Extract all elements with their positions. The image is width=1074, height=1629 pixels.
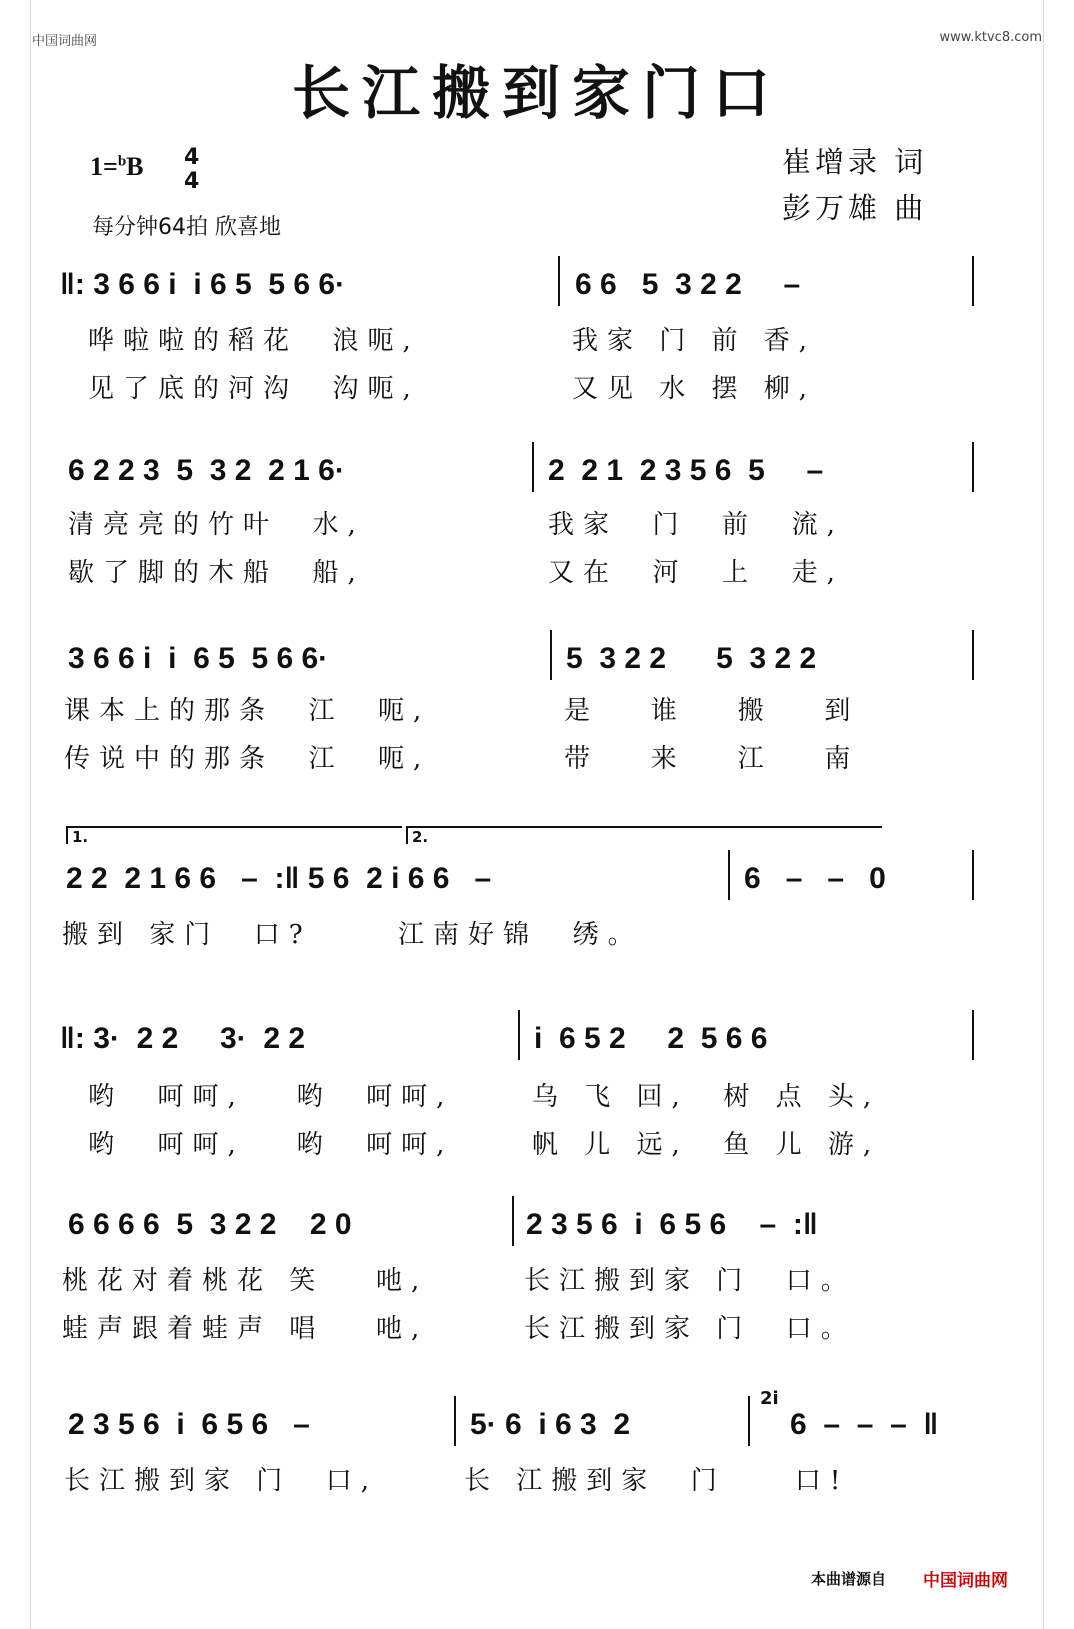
key-note: B xyxy=(126,152,144,181)
lyric-line: 搬到 家门 口? 江南好锦 绣。 xyxy=(62,920,643,950)
lyric-verse-1: 乌 飞 回, 树 点 头, xyxy=(532,1082,881,1112)
right-margin-strip xyxy=(1043,0,1074,1629)
lyric-verse-2: 传说中的那条 江 呃, xyxy=(64,744,431,774)
time-bottom: 4 xyxy=(184,169,200,194)
notation-line: ‖: 3· 2 2 3· 2 2 xyxy=(60,1022,306,1055)
notation-line: 6 6 5 3 2 2 – xyxy=(575,268,801,301)
lyricist-credit: 崔增录 词 xyxy=(782,145,928,179)
composer-credit: 彭万雄 曲 xyxy=(782,191,928,225)
notation-line: 2 2 2 1 6 6 – :‖ 5 6 2 i 6 6 – xyxy=(66,862,492,895)
notation-line: 3 6 6 i i 6 5 5 6 6· xyxy=(68,642,329,675)
notation-line: 2 3 5 6 i 6 5 6 – xyxy=(68,1408,310,1441)
source-label: 本曲谱源自 xyxy=(810,1570,886,1588)
song-title: 长江搬到家门口 xyxy=(291,59,782,127)
lyric-verse-1: 清亮亮的竹叶 水, xyxy=(68,510,365,540)
lyric-verse-2: 哟 呵呵, 哟 呵呵, xyxy=(88,1130,454,1160)
tempo-marking: 每分钟64拍 欣喜地 xyxy=(92,215,281,240)
lyric-verse-2: 见了底的河沟 沟呃, xyxy=(88,374,420,404)
notation-line: ‖: 3 6 6 i i 6 5 5 6 6· xyxy=(60,268,346,301)
time-signature xyxy=(184,146,199,194)
second-ending-bracket xyxy=(406,826,882,844)
lyric-verse-1: 哗啦啦的稻花 浪呃, xyxy=(88,326,420,356)
lyric-line: 长 江搬到家 门 口! xyxy=(464,1466,850,1496)
flat-sign: b xyxy=(117,153,127,170)
barline xyxy=(972,256,974,306)
lyric-verse-2: 又在 河 上 走, xyxy=(548,558,844,588)
notation-line: 6 2 2 3 5 3 2 2 1 6· xyxy=(68,454,345,487)
first-ending-bracket xyxy=(66,826,402,844)
lyric-verse-1: 长江搬到家 门 口。 xyxy=(524,1266,856,1296)
lyric-verse-1: 我家 门 前 香, xyxy=(572,326,817,356)
barline xyxy=(518,1010,520,1060)
barline xyxy=(972,630,974,680)
lyric-verse-1: 我家 门 前 流, xyxy=(548,510,844,540)
lyric-verse-1: 桃花对着桃花 笑 吔, xyxy=(62,1266,429,1296)
notation-line: 6 6 6 6 5 3 2 2 2 0 xyxy=(68,1208,352,1241)
barline xyxy=(550,630,552,680)
barline xyxy=(454,1396,456,1446)
lyric-verse-2: 带 来 江 南 xyxy=(564,744,860,774)
site-name-left: 中国词曲网 xyxy=(32,34,98,49)
lyric-verse-1: 是 谁 搬 到 xyxy=(564,696,860,726)
left-margin-strip xyxy=(0,0,31,1629)
grace-notes: 2i xyxy=(760,1388,779,1409)
time-top: 4 xyxy=(184,145,200,170)
site-url-right: www.ktvc8.com xyxy=(939,30,1042,45)
barline xyxy=(972,442,974,492)
lyric-verse-2: 又见 水 摆 柳, xyxy=(572,374,817,404)
key-signature xyxy=(90,152,144,182)
barline xyxy=(748,1396,750,1446)
lyric-line: 长江搬到家 门 口, xyxy=(64,1466,379,1496)
lyric-verse-1: 哟 呵呵, 哟 呵呵, xyxy=(88,1082,454,1112)
lyric-verse-1: 课本上的那条 江 呃, xyxy=(64,696,431,726)
lyric-verse-2: 长江搬到家 门 口。 xyxy=(524,1314,856,1344)
source-site: 中国词曲网 xyxy=(923,1571,1008,1591)
lyric-verse-2: 歇了脚的木船 船, xyxy=(68,558,365,588)
barline xyxy=(512,1196,514,1246)
lyric-verse-2: 蛙声跟着蛙声 唱 吔, xyxy=(62,1314,429,1344)
notation-line: i 6 5 2 2 5 6 6 xyxy=(534,1022,768,1055)
first-ending-number: 1. xyxy=(72,828,89,846)
notation-line: 6 – – – ‖ xyxy=(790,1408,939,1441)
barline xyxy=(972,850,974,900)
notation-line: 2 2 1 2 3 5 6 5 – xyxy=(548,454,824,487)
barline xyxy=(972,1010,974,1060)
barline xyxy=(558,256,560,306)
notation-line: 5 3 2 2 5 3 2 2 xyxy=(566,642,817,675)
second-ending-number: 2. xyxy=(412,828,429,846)
lyric-verse-2: 帆 儿 远, 鱼 儿 游, xyxy=(532,1130,881,1160)
notation-line: 6 – – 0 xyxy=(744,862,886,895)
key-label: 1= xyxy=(90,152,118,181)
notation-line: 5· 6 i 6 3 2 xyxy=(470,1408,631,1441)
barline xyxy=(728,850,730,900)
notation-line: 2 3 5 6 i 6 5 6 – :‖ xyxy=(526,1208,818,1241)
barline xyxy=(532,442,534,492)
